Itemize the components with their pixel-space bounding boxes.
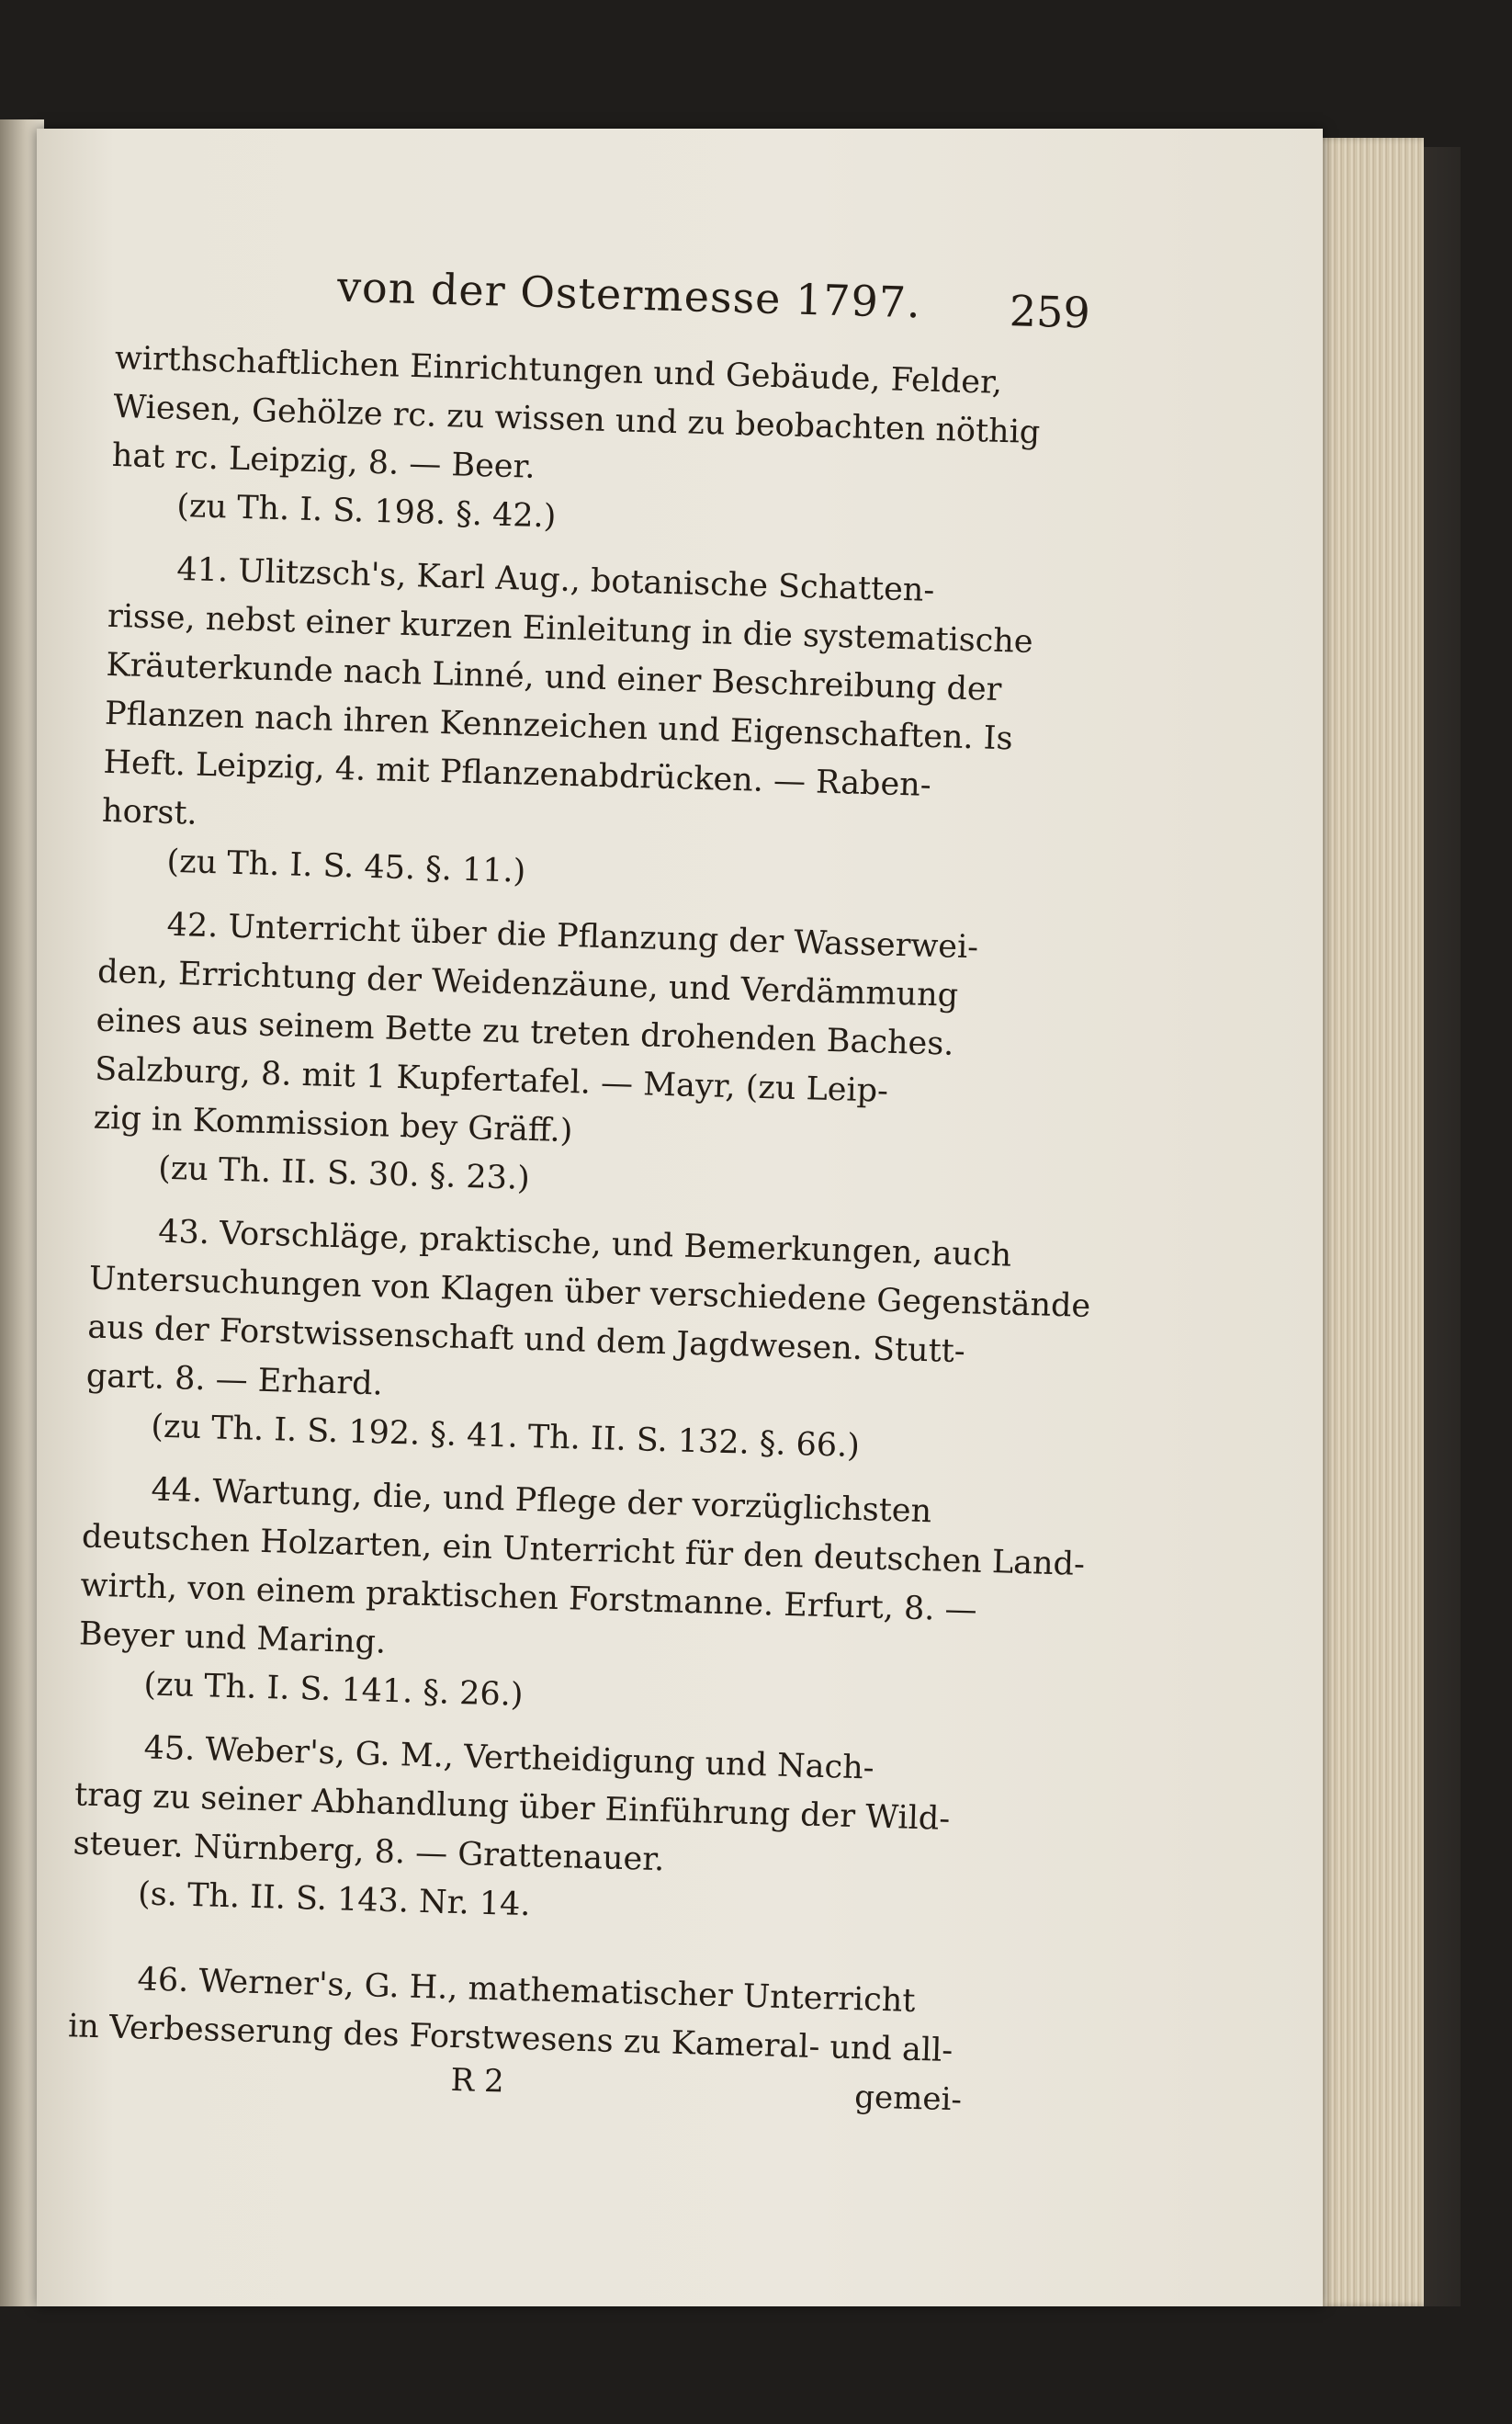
running-head: von der Ostermesse 1797. <box>336 261 922 328</box>
text-line: den, Errichtung der Weidenzäune, und Verdämmung <box>96 953 959 1014</box>
text-line: 46. Werner's, G. H., mathematischer Unterricht <box>137 1961 916 2020</box>
continuation-entry <box>110 334 1071 556</box>
text-line: Untersuchungen von Klagen über verschiedene Gegenstände <box>88 1260 1091 1326</box>
text-line: aus der Forstwissenschaft und dem Jagdwesen. Stutt- <box>86 1308 966 1371</box>
text-line: 45. Weber's, G. M., Vertheidigung und Nach- <box>143 1729 875 1787</box>
cross-reference: (zu Th. II. S. 30. §. 23.) <box>157 1150 531 1197</box>
signature-mark: R 2 <box>450 2061 505 2101</box>
page-number: 259 <box>1009 286 1091 338</box>
entry-41 <box>100 544 1065 912</box>
entry-44 <box>77 1464 1086 1734</box>
text-line: 41. Ulitzsch's, Karl Aug., botanische Schatten- <box>175 550 935 609</box>
text-line: trag zu seiner Abhandlung über Einführung der Wild- <box>73 1776 951 1838</box>
text-line: hat rc. Leipzig, 8. — Beer. <box>111 436 536 486</box>
catchword: gemei- <box>853 2079 963 2119</box>
text-line: deutschen Holzarten, ein Unterricht für den deutschen Land- <box>81 1518 1086 1583</box>
text-line: Heft. Leipzig, 4. mit Pflanzenabdrücken. — Raben- <box>103 743 932 804</box>
text-line: Beyer und Maring. <box>78 1615 387 1661</box>
text-line: steuer. Nürnberg, 8. — Grattenauer. <box>73 1825 665 1879</box>
text-line: risse, nebst einer kurzen Einleitung in die systematische <box>107 597 1034 661</box>
text-line: zig in Kommission bey Gräff.) <box>93 1099 573 1150</box>
text-line: horst. <box>101 792 198 833</box>
text-line: Kräuterkunde nach Linné, und einer Beschreibung der <box>105 646 1002 709</box>
text-line: eines aus seinem Bette zu treten drohenden Baches. <box>96 1002 954 1063</box>
entry-45 <box>71 1722 1032 1943</box>
cross-reference: (zu Th. I. S. 192. §. 41. Th. II. S. 132. §. 66.) <box>150 1408 861 1466</box>
entry-43 <box>85 1206 1091 1477</box>
cross-reference: (zu Th. I. S. 45. §. 11.) <box>166 843 526 890</box>
text-line: wirthschaftlichen Einrichtungen und Gebäude, Felder, <box>114 339 1003 402</box>
text-line: Salzburg, 8. mit 1 Kupfertafel. — Mayr, (zu Leip- <box>94 1050 889 1110</box>
cross-reference: (zu Th. I. S. 141. §. 26.) <box>143 1666 525 1714</box>
text-line: 43. Vorschläge, praktische, und Bemerkungen, auch <box>157 1213 1012 1274</box>
page-text-block <box>66 255 1091 2133</box>
text-line: Wiesen, Gehölze rc. zu wissen und zu beobachten nöthig <box>112 388 1041 452</box>
text-line: 42. Unterricht über die Pflanzung der Wasserwei- <box>166 906 979 967</box>
cross-reference: (zu Th. I. S. 198. §. 42.) <box>175 487 557 536</box>
text-line: in Verbesserung des Forstwesens zu Kameral- und all- <box>67 2008 953 2070</box>
entry-42 <box>92 900 1055 1218</box>
text-line: 44. Wartung, die, und Pflege der vorzüglichsten <box>150 1471 932 1531</box>
text-line: Pflanzen nach ihren Kennzeichen und Eigenschaften. Is <box>104 695 1014 758</box>
text-line: gart. 8. — Erhard. <box>85 1357 384 1403</box>
cross-reference: (s. Th. II. S. 143. Nr. 14. <box>137 1875 531 1924</box>
text-line: wirth, von einem praktischen Forstmanne. Erfurt, 8. — <box>80 1567 978 1629</box>
